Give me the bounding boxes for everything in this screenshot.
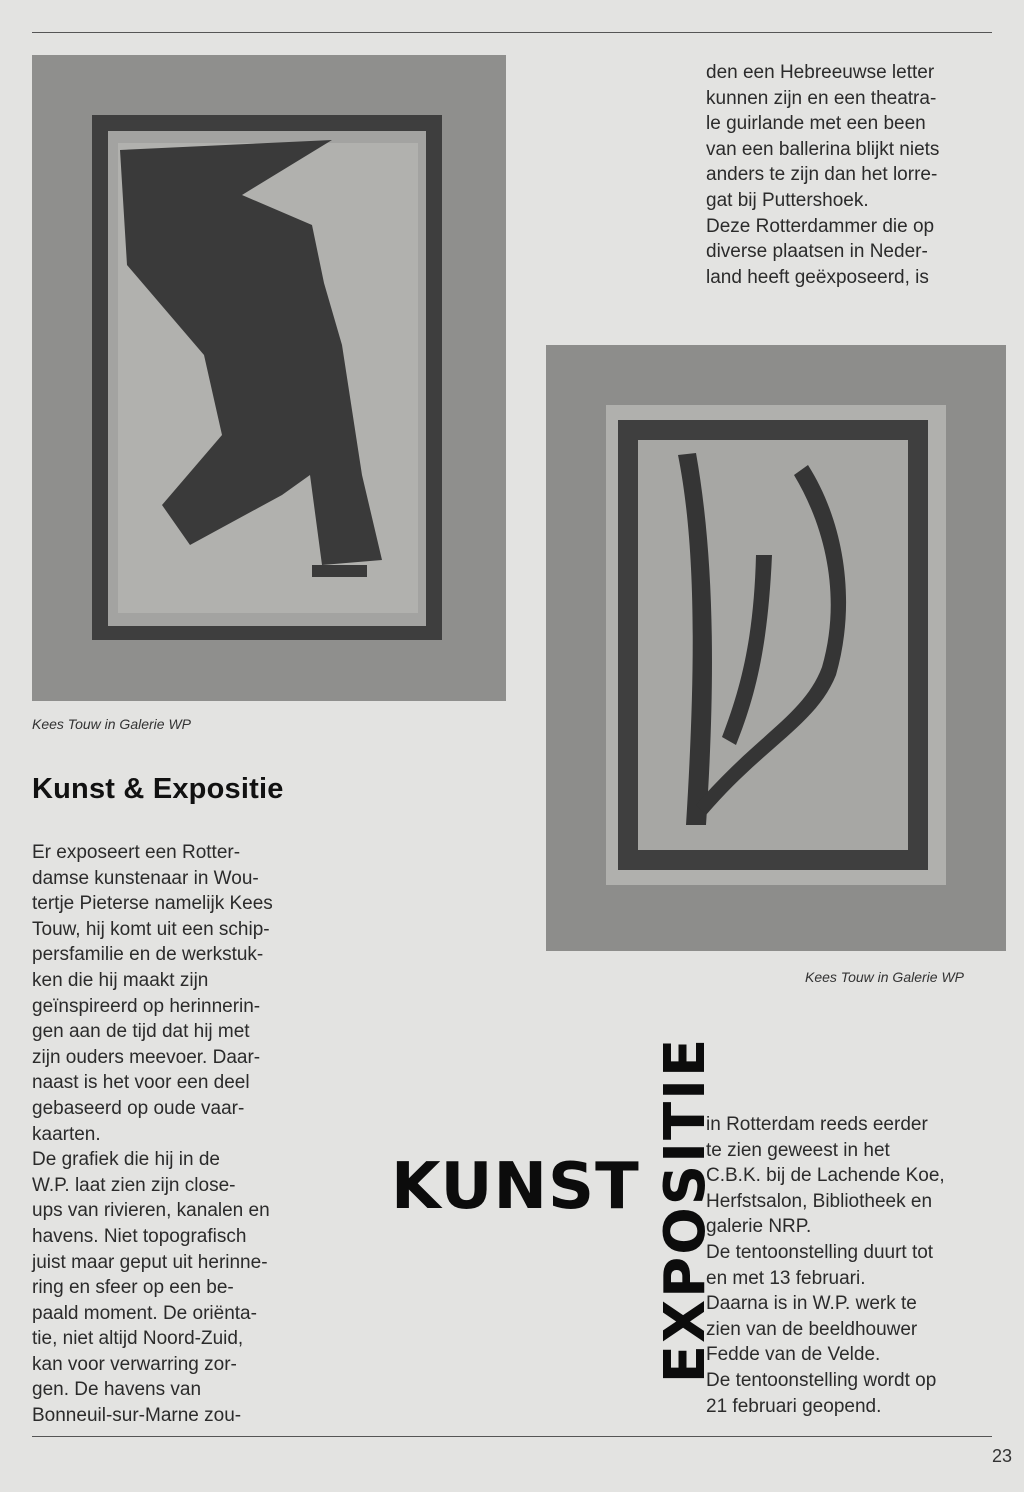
text-line: Bonneuil-sur-Marne zou-: [32, 1405, 242, 1427]
article-heading: Kunst & Expositie: [32, 773, 284, 805]
artwork-photo-1: [32, 55, 506, 701]
text-line: tertje Pieterse namelijk Kees: [32, 893, 273, 915]
text-line: C.B.K. bij de Lachende Koe,: [706, 1165, 945, 1187]
text-line: zien van de beeldhouwer: [706, 1318, 918, 1340]
text-line: diverse plaatsen in Neder-: [706, 241, 928, 263]
text-line: anders te zijn dan het lorre-: [706, 164, 938, 186]
text-line: gebaseerd op oude vaar-: [32, 1097, 245, 1119]
artwork-2-graphic: [546, 345, 1006, 951]
text-column-top-right: [706, 60, 939, 290]
kunst-logo-text: KUNST: [391, 1150, 640, 1224]
photo-1-caption: Kees Touw in Galerie WP: [32, 716, 191, 732]
photo-2-caption: Kees Touw in Galerie WP: [805, 969, 964, 985]
text-line: en met 13 februari.: [706, 1267, 866, 1289]
text-line: paald moment. De oriënta-: [32, 1302, 257, 1324]
text-line: W.P. laat zien zijn close-: [32, 1174, 236, 1196]
text-line: gat bij Puttershoek.: [706, 189, 869, 211]
text-line: 21 februari geopend.: [706, 1395, 882, 1417]
top-rule: [32, 32, 992, 33]
text-line: ring en sfeer op een be-: [32, 1277, 234, 1299]
text-line: in Rotterdam reeds eerder: [706, 1114, 928, 1135]
bottom-rule: [32, 1436, 992, 1437]
text-line: persfamilie en de werkstuk-: [32, 944, 264, 966]
text-line: le guirlande met een been: [706, 113, 926, 135]
text-line: De tentoonstelling duurt tot: [706, 1241, 934, 1263]
text-line: juist maar geput uit herinne-: [32, 1251, 268, 1273]
text-line: geïnspireerd op herinnerin-: [32, 995, 261, 1017]
text-line: ken die hij maakt zijn: [32, 969, 209, 991]
text-line: gen. De havens van: [32, 1379, 202, 1401]
artwork-photo-2: [546, 345, 1006, 951]
text-line: damse kunstenaar in Wou-: [32, 867, 259, 889]
text-line: tie, niet altijd Noord-Zuid,: [32, 1328, 244, 1350]
text-line: kaarten.: [32, 1123, 101, 1145]
text-column-left: [32, 840, 273, 1429]
text-line: Fedde van de Velde.: [706, 1344, 881, 1366]
text-line: Er exposeert een Rotter-: [32, 842, 241, 863]
page-number: 23: [991, 1446, 1012, 1466]
text-line: Herfstsalon, Bibliotheek en: [706, 1190, 933, 1212]
text-column-bottom-right: [706, 1112, 945, 1419]
text-line: havens. Niet topografisch: [32, 1225, 247, 1247]
text-line: galerie NRP.: [706, 1216, 812, 1238]
text-line: naast is het voor een deel: [32, 1072, 250, 1094]
text-line: Daarna is in W.P. werk te: [706, 1293, 917, 1315]
text-line: land heeft geëxposeerd, is: [706, 266, 929, 288]
text-line: te zien geweest in het: [706, 1139, 890, 1161]
text-line: gen aan de tijd dat hij met: [32, 1021, 250, 1043]
text-line: zijn ouders meevoer. Daar-: [32, 1046, 261, 1068]
text-line: kunnen zijn en een theatra-: [706, 87, 937, 109]
text-line: den een Hebreeuwse letter: [706, 62, 935, 83]
expositie-logo-text: EXPOSITIE: [653, 1036, 718, 1384]
text-line: ups van rivieren, kanalen en: [32, 1200, 270, 1222]
text-line: van een ballerina blijkt niets: [706, 138, 940, 160]
artwork-1-graphic: [32, 55, 506, 701]
text-line: De grafiek die hij in de: [32, 1149, 220, 1171]
text-line: kan voor verwarring zor-: [32, 1353, 237, 1375]
text-line: Touw, hij komt uit een schip-: [32, 918, 270, 940]
text-line: De tentoonstelling wordt op: [706, 1369, 937, 1391]
text-line: Deze Rotterdammer die op: [706, 215, 935, 237]
